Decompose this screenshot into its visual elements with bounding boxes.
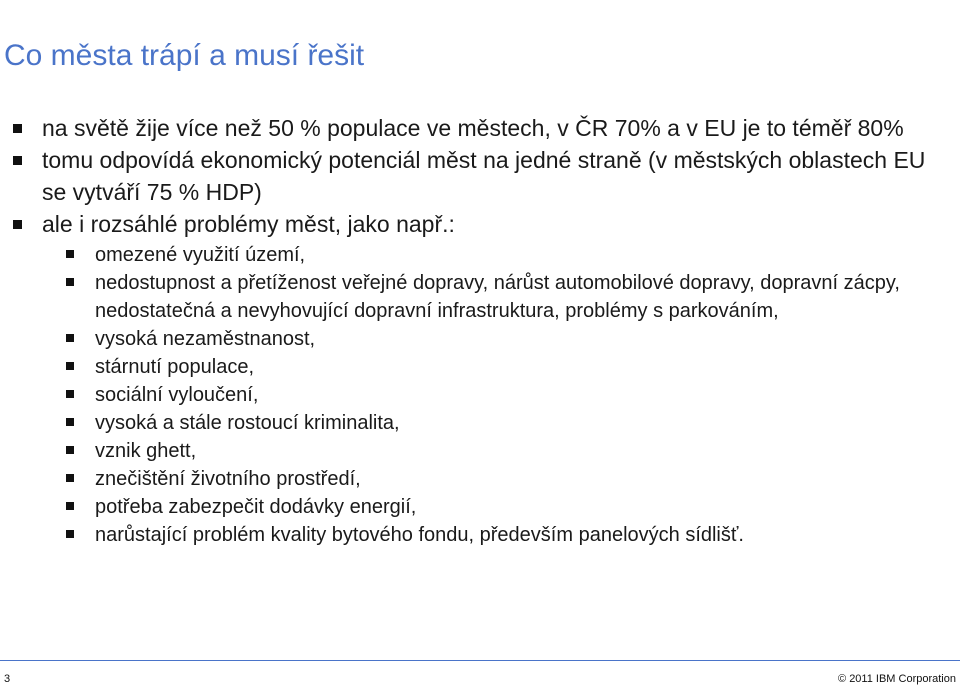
sub-bullet-text: omezené využití území, bbox=[95, 244, 306, 266]
sub-bullet-text: znečištění životního prostředí, bbox=[95, 468, 361, 490]
sub-bullet-item bbox=[0, 325, 954, 353]
bullet-item bbox=[0, 144, 960, 208]
square-bullet-icon bbox=[13, 220, 22, 229]
sub-bullet-text: vysoká nezaměstnanost, bbox=[95, 328, 316, 350]
bullet-list bbox=[0, 112, 960, 549]
square-bullet-icon bbox=[66, 390, 74, 398]
square-bullet-icon bbox=[13, 124, 22, 133]
sub-bullet-item bbox=[0, 241, 954, 269]
sub-bullet-text: potřeba zabezpečit dodávky energií, bbox=[95, 496, 417, 518]
page-number: 3 bbox=[4, 673, 11, 685]
sub-bullet-item bbox=[0, 437, 954, 465]
footer-divider bbox=[0, 660, 960, 661]
sub-bullet-item bbox=[0, 465, 954, 493]
sub-bullet-item bbox=[0, 493, 954, 521]
square-bullet-icon bbox=[66, 418, 74, 426]
bullet-item bbox=[0, 208, 960, 549]
copyright-notice: © 2011 IBM Corporation bbox=[838, 673, 956, 685]
bullet-text: na světě žije více než 50 % populace ve městech, v ČR 70% a v EU je to téměř 80% bbox=[42, 115, 904, 141]
sub-bullet-text: nedostupnost a přetíženost veřejné dopravy, nárůst automobilové dopravy, dopravní zácpy, nedostatečná a nevyhovující dopravní infrastruktura, problémy s parkováním, bbox=[95, 272, 900, 322]
square-bullet-icon bbox=[13, 156, 22, 165]
square-bullet-icon bbox=[66, 250, 74, 258]
square-bullet-icon bbox=[66, 278, 74, 286]
sub-bullet-item bbox=[0, 409, 954, 437]
sub-bullet-text: vysoká a stále rostoucí kriminalita, bbox=[95, 412, 400, 434]
sub-bullet-item bbox=[0, 269, 954, 325]
bullet-text: ale i rozsáhlé problémy měst, jako např.: bbox=[42, 211, 455, 237]
sub-bullet-text: vznik ghett, bbox=[95, 440, 197, 462]
square-bullet-icon bbox=[66, 362, 74, 370]
bullet-item bbox=[0, 112, 960, 144]
square-bullet-icon bbox=[66, 502, 74, 510]
sub-bullet-text: sociální vyloučení, bbox=[95, 384, 259, 406]
square-bullet-icon bbox=[66, 474, 74, 482]
square-bullet-icon bbox=[66, 334, 74, 342]
bullet-text: tomu odpovídá ekonomický potenciál měst na jedné straně (v městských oblastech EU se vytváří 75 % HDP) bbox=[42, 147, 926, 205]
sub-bullet-item bbox=[0, 521, 954, 549]
square-bullet-icon bbox=[66, 530, 74, 538]
sub-bullet-list bbox=[42, 241, 954, 549]
sub-bullet-item bbox=[0, 381, 954, 409]
sub-bullet-text: stárnutí populace, bbox=[95, 356, 254, 378]
slide-title: Co města trápí a musí řešit bbox=[4, 39, 365, 72]
square-bullet-icon bbox=[66, 446, 74, 454]
sub-bullet-text: narůstající problém kvality bytového fondu, především panelových sídlišť. bbox=[95, 524, 744, 546]
sub-bullet-item bbox=[0, 353, 954, 381]
